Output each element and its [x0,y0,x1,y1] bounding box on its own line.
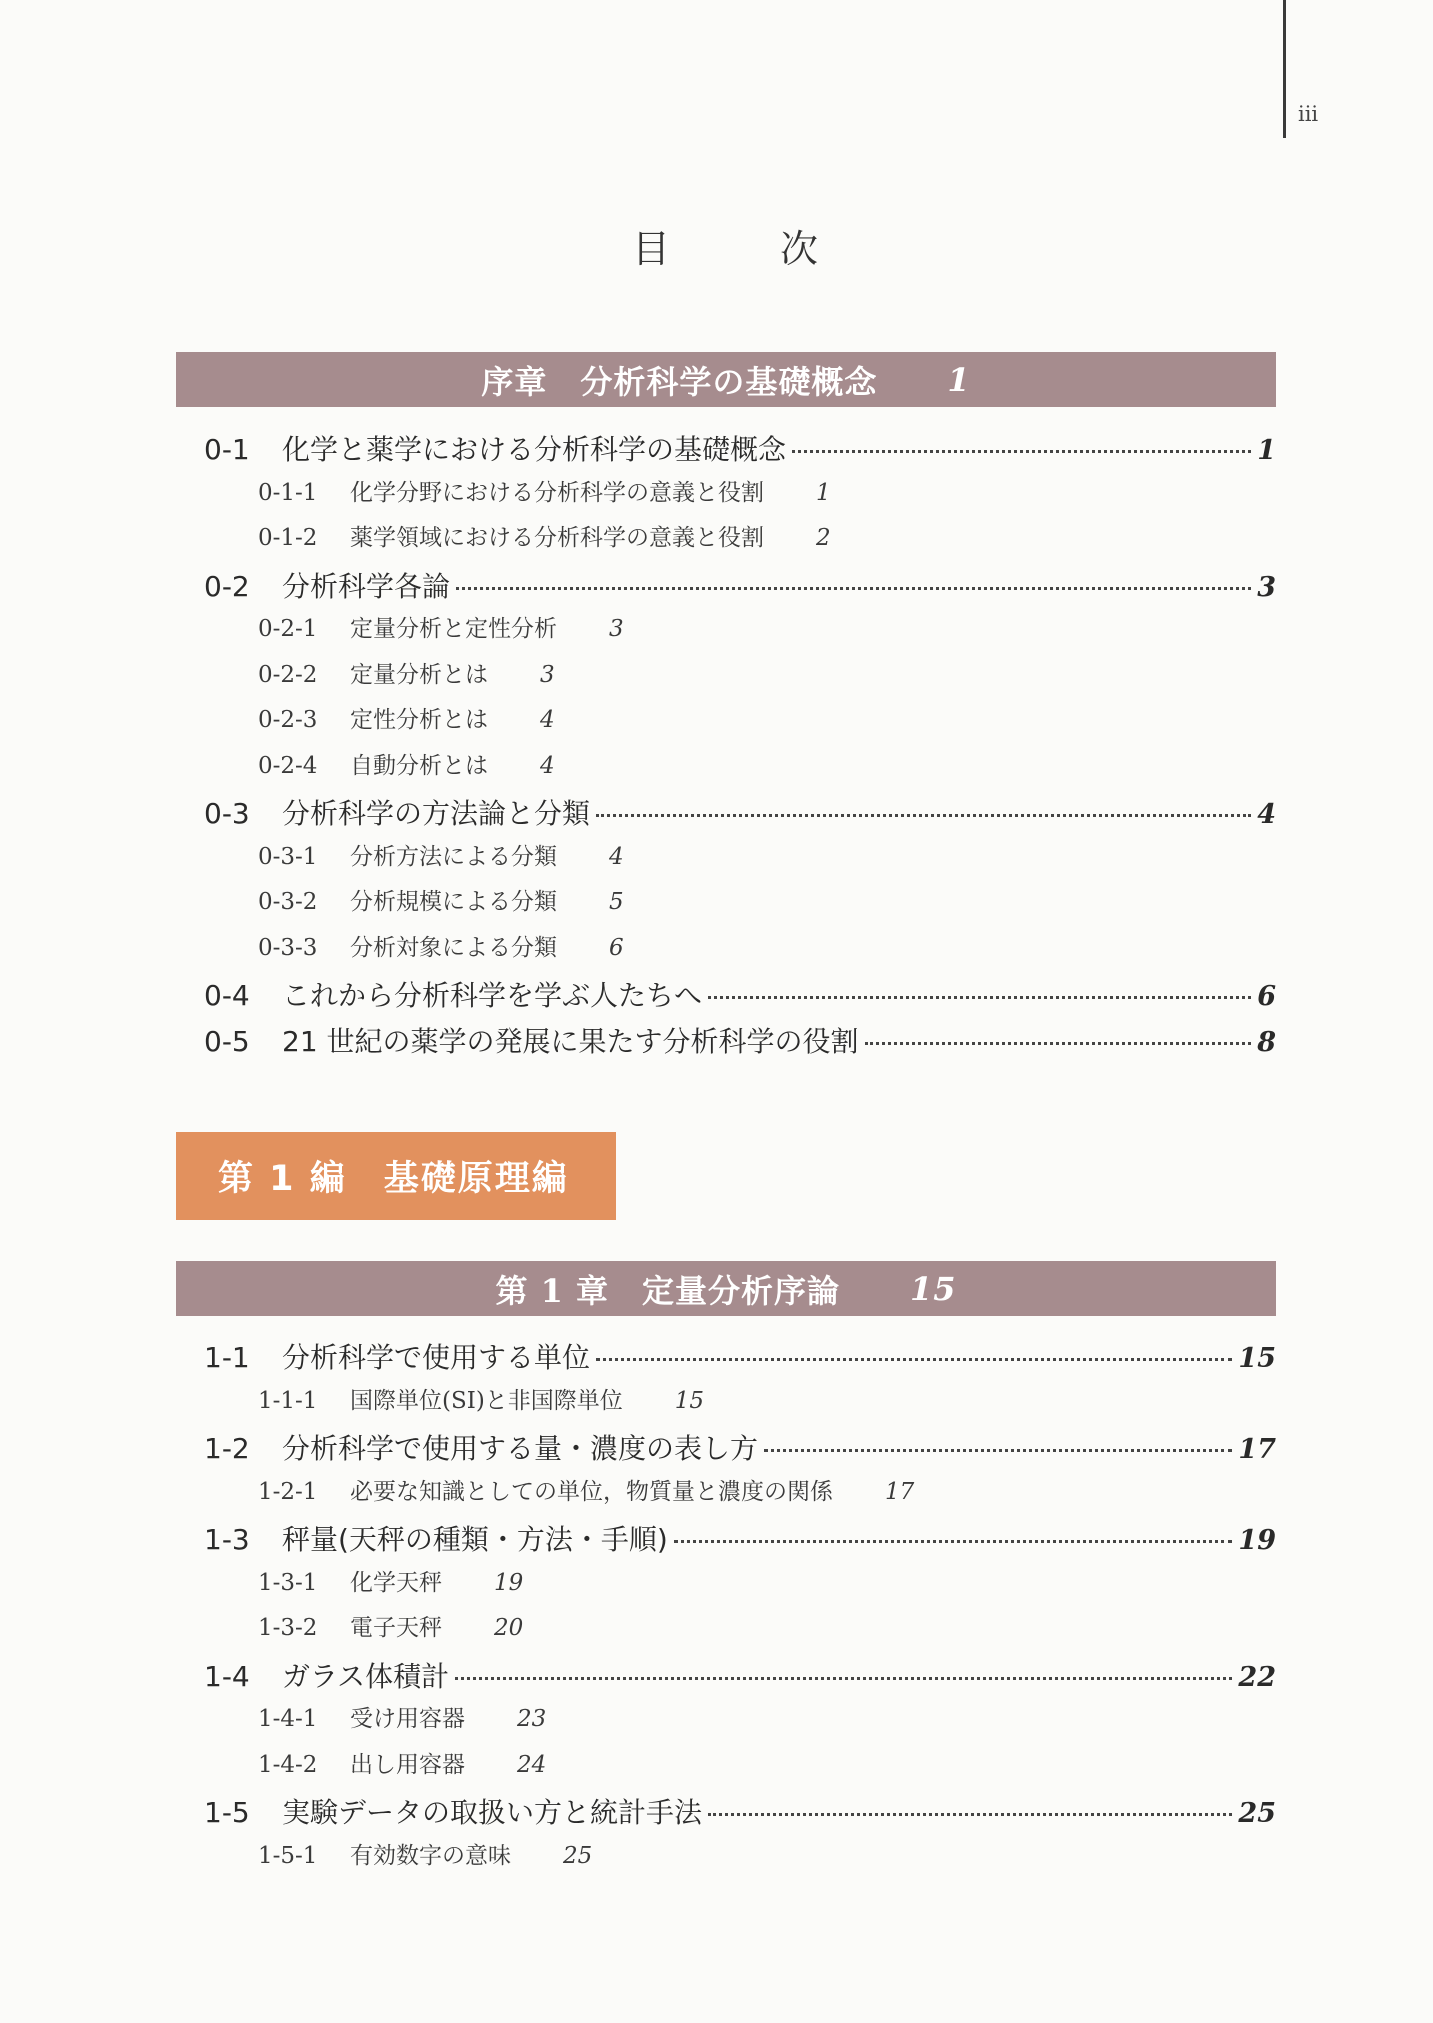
section-number: 0-3 [204,797,250,830]
subsection-number: 0-1-1 [258,479,318,506]
subsection-number: 0-2-1 [258,616,318,642]
subsection-title: 分析対象による分類 [350,934,557,961]
subsection-title: 必要な知識としての単位，物質量と濃度の関係 [350,1478,833,1505]
intro-chapter-label: 序章 分析科学の基礎概念 [481,362,878,401]
subsection-page: 3 [609,616,624,642]
section-page: 3 [1257,571,1276,603]
subsection-number: 1-5-1 [258,1842,318,1869]
toc-section-entry [176,1655,1276,1701]
intro-toc [176,428,1276,1065]
subsection-number: 1-3-1 [258,1569,318,1596]
section-number: 1-4 [204,1659,250,1693]
section-number: 0-5 [204,1024,250,1058]
toc-subsection-entry [176,474,1276,520]
toc-subsection-entry [176,838,1276,884]
chapter-1-bar [176,1261,1276,1316]
section-title: 化学と薬学における分析科学の基礎概念 [282,433,787,466]
subsection-number: 1-3-2 [258,1615,318,1641]
section-page: 17 [1238,1434,1276,1465]
subsection-number: 0-3-2 [258,889,318,915]
subsection-page: 24 [517,1751,547,1778]
subsection-number: 1-1-1 [258,1387,318,1414]
toc-section-entry [176,1791,1276,1837]
toc-subsection-entry [176,929,1276,975]
page-number: iii [1298,102,1319,126]
subsection-page: 25 [563,1842,593,1869]
subsection-page: 1 [816,479,831,506]
dot-leader [708,1813,1232,1816]
subsection-title: 分析方法による分類 [350,843,557,870]
subsection-page: 4 [540,752,555,779]
toc-section-entry [176,974,1276,1020]
subsection-title: 出し用容器 [350,1751,465,1778]
section-number: 1-3 [204,1523,250,1556]
subsection-title: 受け用容器 [350,1706,465,1732]
subsection-number: 0-2-2 [258,661,318,688]
section-number: 0-4 [204,979,250,1012]
part-1-box [176,1132,616,1220]
section-title: 実験データの取扱い方と統計手法 [282,1796,703,1829]
dot-leader [596,1358,1232,1361]
subsection-page: 5 [609,889,624,915]
subsection-page: 15 [674,1387,705,1414]
section-title: 21 世紀の薬学の発展に果たす分析科学の役割 [282,1024,859,1058]
toc-subsection-entry [176,519,1276,565]
chapter-1-page: 15 [910,1269,957,1308]
toc-section-entry [176,565,1276,611]
toc-subsection-entry [176,610,1276,656]
subsection-number: 0-3-3 [258,934,318,961]
subsection-page: 2 [816,525,831,551]
subsection-title: 定性分析とは [350,707,488,733]
subsection-page: 20 [494,1615,524,1641]
subsection-page: 4 [540,707,555,733]
subsection-page: 19 [494,1569,524,1596]
section-title: 分析科学で使用する量・濃度の表し方 [282,1432,759,1465]
subsection-page: 23 [517,1706,547,1732]
intro-chapter-page: 1 [947,360,971,399]
toc-section-entry [176,428,1276,474]
subsection-title: 定量分析とは [350,661,488,688]
subsection-page: 4 [609,843,624,870]
section-title: これから分析科学を学ぶ人たちへ [282,979,703,1012]
intro-chapter-bar [176,352,1276,407]
toc-subsection-entry [176,1609,1276,1655]
toc-subsection-entry [176,1746,1276,1792]
toc-section-entry [176,792,1276,838]
subsection-title: 定量分析と定性分析 [350,616,557,642]
section-page: 6 [1257,981,1276,1012]
toc-subsection-entry [176,656,1276,702]
toc-subsection-entry [176,1382,1276,1428]
dot-leader [596,814,1251,817]
toc-subsection-entry [176,1837,1276,1883]
section-title: 秤量(天秤の種類・方法・手順) [282,1523,668,1556]
toc-subsection-entry [176,701,1276,747]
subsection-number: 0-3-1 [258,843,318,870]
section-page: 19 [1238,1525,1276,1556]
section-number: 1-5 [204,1796,250,1829]
toc-subsection-entry [176,1473,1276,1519]
dot-leader [865,1042,1252,1045]
subsection-title: 分析規模による分類 [350,889,557,915]
section-page: 1 [1257,435,1276,466]
section-title: 分析科学で使用する単位 [282,1341,591,1374]
section-title: ガラス体積計 [282,1659,450,1693]
section-page: 8 [1257,1026,1276,1058]
dot-leader [764,1449,1232,1452]
subsection-title: 国際単位(SI)と非国際単位 [350,1387,623,1414]
dot-leader [792,450,1251,453]
subsection-title: 化学天秤 [350,1569,442,1596]
subsection-title: 自動分析とは [350,752,488,779]
subsection-number: 1-4-1 [258,1706,318,1732]
subsection-number: 1-2-1 [258,1478,318,1505]
subsection-title: 薬学領域における分析科学の意義と役割 [350,525,764,551]
section-page: 25 [1238,1798,1276,1829]
toc-section-entry [176,1518,1276,1564]
toc-subsection-entry [176,1700,1276,1746]
page-edge-rule [1283,0,1286,138]
toc-subsection-entry [176,883,1276,929]
section-number: 0-1 [204,433,250,466]
part-1-label: 第 1 編 基礎原理編 [218,1159,569,1199]
chapter-1-toc [176,1336,1276,1882]
toc-section-entry [176,1427,1276,1473]
section-title: 分析科学の方法論と分類 [282,797,591,830]
subsection-title: 電子天秤 [350,1615,442,1641]
subsection-number: 0-2-3 [258,707,318,733]
subsection-page: 3 [540,661,555,688]
section-page: 15 [1238,1343,1276,1374]
subsection-number: 0-1-2 [258,525,318,551]
section-number: 1-1 [204,1341,250,1374]
dot-leader [674,1540,1233,1543]
dot-leader [456,587,1251,590]
dot-leader [708,996,1251,999]
subsection-page: 6 [609,934,624,961]
section-number: 1-2 [204,1432,250,1465]
dot-leader [455,1677,1232,1680]
toc-subsection-entry [176,1564,1276,1610]
section-number: 0-2 [204,569,250,603]
subsection-page: 17 [885,1478,915,1505]
section-title: 分析科学各論 [282,569,451,603]
subsection-number: 1-4-2 [258,1751,318,1778]
chapter-1-label: 第 1 章 定量分析序論 [495,1271,841,1310]
subsection-title: 化学分野における分析科学の意義と役割 [350,479,764,506]
subsection-title: 有効数字の意味 [350,1842,511,1869]
toc-section-entry [176,1020,1276,1066]
subsection-number: 0-2-4 [258,752,318,779]
toc-subsection-entry [176,747,1276,793]
section-page: 4 [1257,799,1276,830]
page-title: 目次 [632,227,929,271]
section-page: 22 [1238,1661,1276,1693]
toc-section-entry [176,1336,1276,1382]
